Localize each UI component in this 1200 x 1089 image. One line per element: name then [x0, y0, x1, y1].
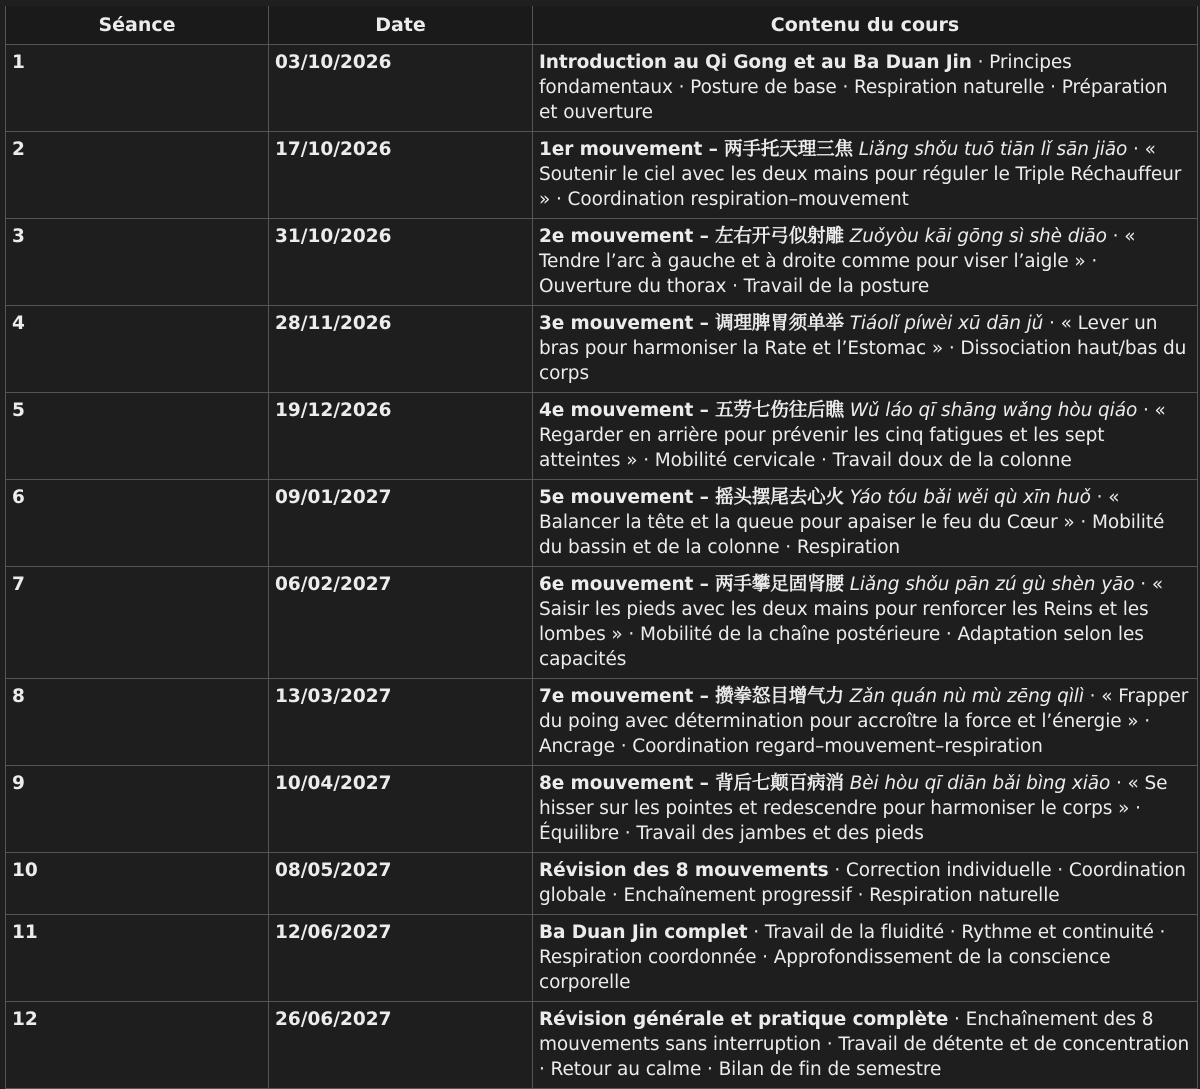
movement-pinyin: Bèi hòu qī diān bǎi bìng xiāo [849, 773, 1111, 794]
course-content [533, 853, 1198, 915]
content-title: 8e mouvement – [539, 773, 716, 794]
seance-date: 31/10/2026 [269, 219, 533, 306]
movement-pinyin: Zuǒyòu kāi gōng sì shè diāo [849, 226, 1107, 247]
movement-pinyin: Zǎn quán nù mù zēng qìlì [849, 686, 1084, 707]
table-row [6, 853, 1198, 915]
content-title: 2e mouvement – [539, 226, 716, 247]
content-details: · Enchaînement des 8 mouvements sans interruption · Travail de détente et de concentration · Retour au calme · Bilan de fin de semestre [539, 1009, 1190, 1080]
table-row [6, 393, 1198, 480]
content-title: 7e mouvement – [539, 686, 716, 707]
seance-number: 10 [6, 853, 269, 915]
seance-number: 3 [6, 219, 269, 306]
content-details: · « Lever un bras pour harmoniser la Rate et l’Estomac » · Dissociation haut/bas du corps [539, 313, 1187, 384]
seance-number: 6 [6, 480, 269, 567]
movement-pinyin: Liǎng shǒu tuō tiān lǐ sān jiāo [858, 139, 1128, 160]
content-details: · « Saisir les pieds avec les deux mains pour renforcer les Reins et les lombes » · Mobilité de la chaîne postérieure · Adaptation selon les capacités [539, 574, 1164, 670]
content-details: · Travail de la fluidité · Rythme et continuité · Respiration coordonnée · Approfondissement de la conscience corporelle [539, 922, 1166, 993]
content-title: 4e mouvement – [539, 400, 716, 421]
seance-number: 5 [6, 393, 269, 480]
table-row [6, 679, 1198, 766]
table-row [6, 306, 1198, 393]
seance-date: 08/05/2027 [269, 853, 533, 915]
content-title: Révision des 8 mouvements [539, 860, 829, 881]
seance-date: 13/03/2027 [269, 679, 533, 766]
table-row [6, 480, 1198, 567]
content-title: Révision générale et pratique complète [539, 1009, 949, 1030]
seance-number: 4 [6, 306, 269, 393]
seance-date: 09/01/2027 [269, 480, 533, 567]
movement-hanzi: 左右开弓似射雕 [715, 226, 844, 247]
table-row [6, 219, 1198, 306]
seance-number: 9 [6, 766, 269, 853]
content-details: · « Se hisser sur les pointes et redescendre pour harmoniser le corps » · Équilibre · Travail des jambes et des pieds [539, 773, 1168, 844]
course-schedule-table [5, 6, 1198, 1089]
table-row [6, 1002, 1198, 1089]
table-row [6, 766, 1198, 853]
course-content [533, 1002, 1198, 1089]
movement-hanzi: 五劳七伤往后瞧 [715, 400, 844, 421]
course-content [533, 480, 1198, 567]
seance-date: 28/11/2026 [269, 306, 533, 393]
movement-pinyin: Tiáolǐ píwèi xū dān jǔ [849, 313, 1044, 334]
content-details: · « Tendre l’arc à gauche et à droite comme pour viser l’aigle » · Ouverture du thorax · Travail de la posture [539, 226, 1136, 297]
seance-date: 12/06/2027 [269, 915, 533, 1002]
content-details: · « Balancer la tête et la queue pour apaiser le feu du Cœur » · Mobilité du bassin et de la colonne · Respiration [539, 487, 1165, 558]
header-contenu: Contenu du cours [533, 6, 1198, 45]
table-row [6, 45, 1198, 132]
movement-hanzi: 摇头摆尾去心火 [715, 487, 844, 508]
header-seance: Séance [6, 6, 269, 45]
movement-hanzi: 背后七颠百病消 [715, 773, 844, 794]
course-content [533, 679, 1198, 766]
movement-pinyin: Yáo tóu bǎi wěi qù xīn huǒ [849, 487, 1091, 508]
course-content [533, 45, 1198, 132]
content-details: · « Regarder en arrière pour prévenir les cinq fatigues et les sept atteintes » · Mobilité cervicale · Travail doux de la colonne [539, 400, 1166, 471]
table-row [6, 567, 1198, 679]
content-title: Ba Duan Jin complet [539, 922, 748, 943]
seance-number: 7 [6, 567, 269, 679]
content-details: · Principes fondamentaux · Posture de base · Respiration naturelle · Préparation et ouverture [539, 52, 1168, 123]
seance-date: 06/02/2027 [269, 567, 533, 679]
table-row [6, 132, 1198, 219]
content-title: 1er mouvement – [539, 139, 725, 160]
table-row [6, 915, 1198, 1002]
course-content [533, 766, 1198, 853]
seance-date: 03/10/2026 [269, 45, 533, 132]
seance-date: 19/12/2026 [269, 393, 533, 480]
course-content [533, 567, 1198, 679]
movement-hanzi: 攒拳怒目增气力 [715, 686, 844, 707]
content-details: · « Frapper du poing avec détermination pour accroître la force et l’énergie » · Ancrage · Coordination regard–mouvement–respiration [539, 686, 1189, 757]
seance-number: 12 [6, 1002, 269, 1089]
content-title: 5e mouvement – [539, 487, 716, 508]
seance-number: 11 [6, 915, 269, 1002]
content-title: Introduction au Qi Gong et au Ba Duan Jin [539, 52, 972, 73]
seance-date: 17/10/2026 [269, 132, 533, 219]
movement-pinyin: Wǔ láo qī shāng wǎng hòu qiáo [849, 400, 1138, 421]
seance-number: 2 [6, 132, 269, 219]
header-date: Date [269, 6, 533, 45]
movement-pinyin: Liǎng shǒu pān zú gù shèn yāo [849, 574, 1135, 595]
content-details: · Correction individuelle · Coordination globale · Enchaînement progressif · Respiration naturelle [539, 860, 1186, 906]
content-details: · « Soutenir le ciel avec les deux mains pour réguler le Triple Réchauffeur » · Coordination respiration–mouvement [539, 139, 1182, 210]
content-title: 6e mouvement – [539, 574, 716, 595]
seance-date: 10/04/2027 [269, 766, 533, 853]
seance-number: 8 [6, 679, 269, 766]
course-content [533, 132, 1198, 219]
course-content [533, 219, 1198, 306]
movement-hanzi: 两手托天理三焦 [724, 139, 853, 160]
course-content [533, 393, 1198, 480]
course-content [533, 306, 1198, 393]
movement-hanzi: 两手攀足固肾腰 [715, 574, 844, 595]
movement-hanzi: 调理脾胃须单举 [715, 313, 844, 334]
table-header-row [6, 6, 1198, 45]
seance-date: 26/06/2027 [269, 1002, 533, 1089]
content-title: 3e mouvement – [539, 313, 716, 334]
seance-number: 1 [6, 45, 269, 132]
course-content [533, 915, 1198, 1002]
